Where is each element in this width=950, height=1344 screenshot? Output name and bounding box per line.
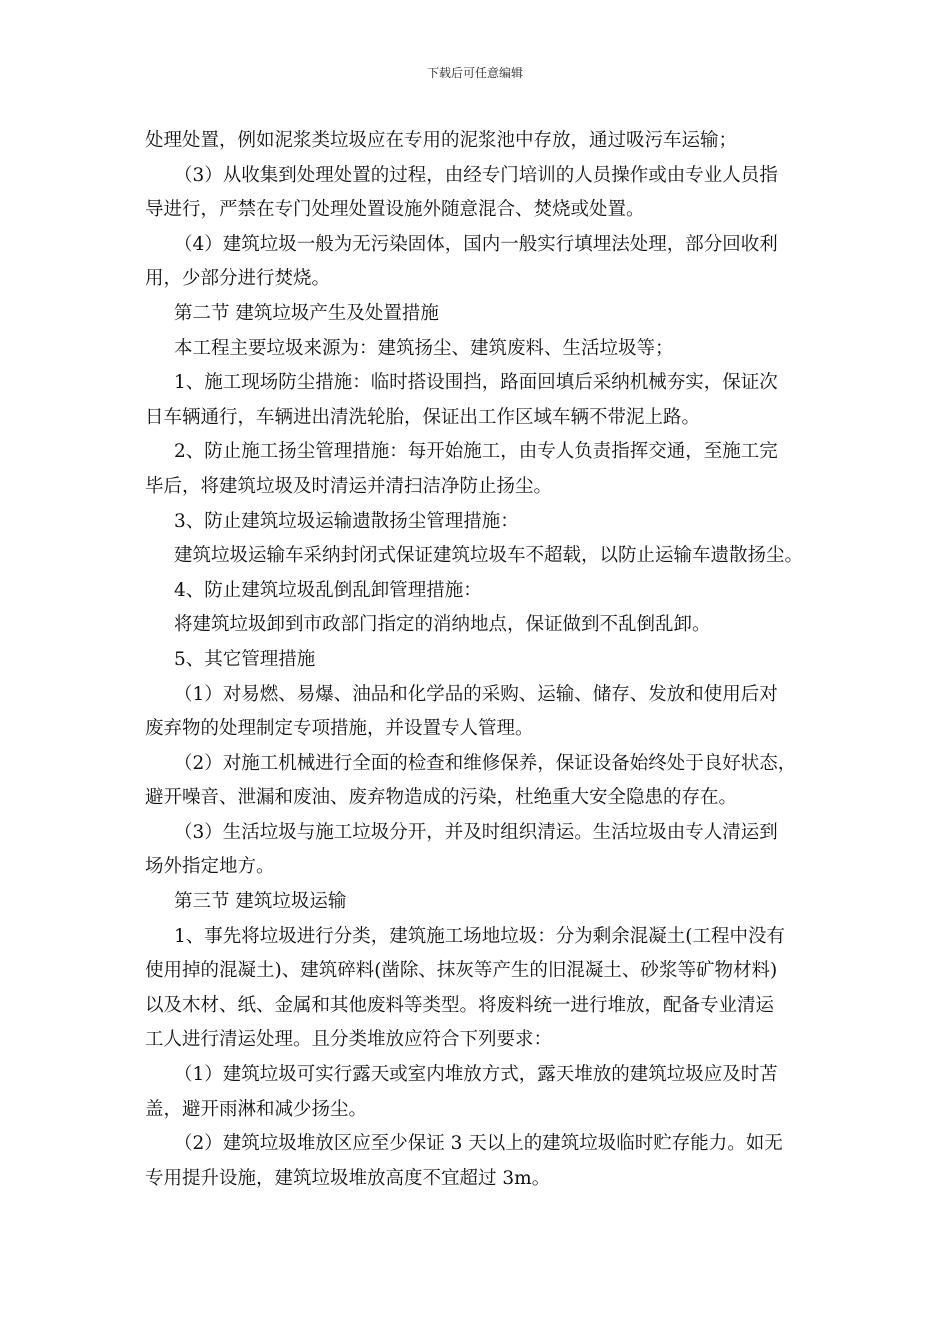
text-line: 处理处置，例如泥浆类垃圾应在专用的泥浆池中存放，通过吸污车运输； (145, 130, 738, 151)
text-line: （2）对施工机械进行全面的检查和维修保养，保证设备始终处于良好状态， (174, 752, 797, 774)
text-line: 工人进行清运处理。且分类堆放应符合下列要求： (145, 1029, 553, 1051)
text-line: 3、防止建筑垃圾运输遗散扬尘管理措施： (174, 510, 519, 532)
text-line: 避开噪音、泄漏和废油、废弃物造成的污染，杜绝重大安全隐患的存在。 (145, 787, 738, 809)
text-line: 1、施工现场防尘措施：临时搭设围挡，路面回填后采纳机械夯实，保证次 (174, 372, 778, 394)
text-line: 使用掉的混凝土)、建筑碎料(凿除、抹灰等产生的旧混凝土、砂浆等矿物材料) (145, 960, 778, 982)
text-line: 5、其它管理措施 (174, 648, 316, 670)
text-line: 以及木材、纸、金属和其他废料等类型。将废料统一进行堆放，配备专业清运 (145, 994, 775, 1016)
text-line: 场外指定地方。 (145, 856, 275, 878)
text-line: 盖，避开雨淋和减少扬尘。 (145, 1098, 368, 1120)
text-line: 本工程主要垃圾来源为：建筑扬尘、建筑废料、生活垃圾等； (174, 337, 674, 359)
text-line: 建筑垃圾运输车采纳封闭式保证建筑垃圾车不超载，以防止运输车遗散扬尘。 (174, 545, 804, 567)
text-line: 2、防止施工扬尘管理措施：每开始施工，由专人负责指挥交通，至施工完 (174, 441, 778, 463)
text-line: （3）从收集到处理处置的过程，由经专门培训的人员操作或由专业人员指 (174, 164, 778, 186)
text-line: 1、事先将垃圾进行分类，建筑施工场地垃圾：分为剩余混凝土(工程中没有 (174, 925, 785, 947)
text-line: 日车辆通行，车辆进出清洗轮胎，保证出工作区域车辆不带泥上路。 (145, 406, 701, 428)
text-line: （3）生活垃圾与施工垃圾分开，并及时组织清运。生活垃圾由专人清运到 (174, 821, 778, 843)
text-line: 导进行，严禁在专门处理处置设施外随意混合、焚烧或处置。 (145, 199, 645, 221)
text-line: 用，少部分进行焚烧。 (145, 268, 331, 290)
section-heading: 第二节 建筑垃圾产生及处置措施 (174, 302, 439, 324)
text-line: 毕后，将建筑垃圾及时清运并清扫洁净防止扬尘。 (145, 475, 553, 497)
page-header: 下载后可任意编辑 (426, 66, 523, 80)
text-line: （2）建筑垃圾堆放区应至少保证 3 天以上的建筑垃圾临时贮存能力。如无 (174, 1133, 783, 1155)
text-line: 4、防止建筑垃圾乱倒乱卸管理措施： (174, 579, 482, 601)
text-line: （1）对易燃、易爆、油品和化学品的采购、运输、储存、发放和使用后对 (174, 683, 778, 705)
text-line: （4）建筑垃圾一般为无污染固体，国内一般实行填埋法处理，部分回收利 (174, 233, 778, 255)
text-line: 专用提升设施，建筑垃圾堆放高度不宜超过 3m。 (145, 1167, 551, 1189)
text-line: （1）建筑垃圾可实行露天或室内堆放方式，露天堆放的建筑垃圾应及时苫 (174, 1064, 778, 1086)
document-body (145, 124, 825, 1196)
text-line: 将建筑垃圾卸到市政部门指定的消纳地点，保证做到不乱倒乱卸。 (174, 614, 711, 636)
section-heading: 第三节 建筑垃圾运输 (174, 891, 347, 913)
text-line: 废弃物的处理制定专项措施，并设置专人管理。 (145, 718, 534, 740)
